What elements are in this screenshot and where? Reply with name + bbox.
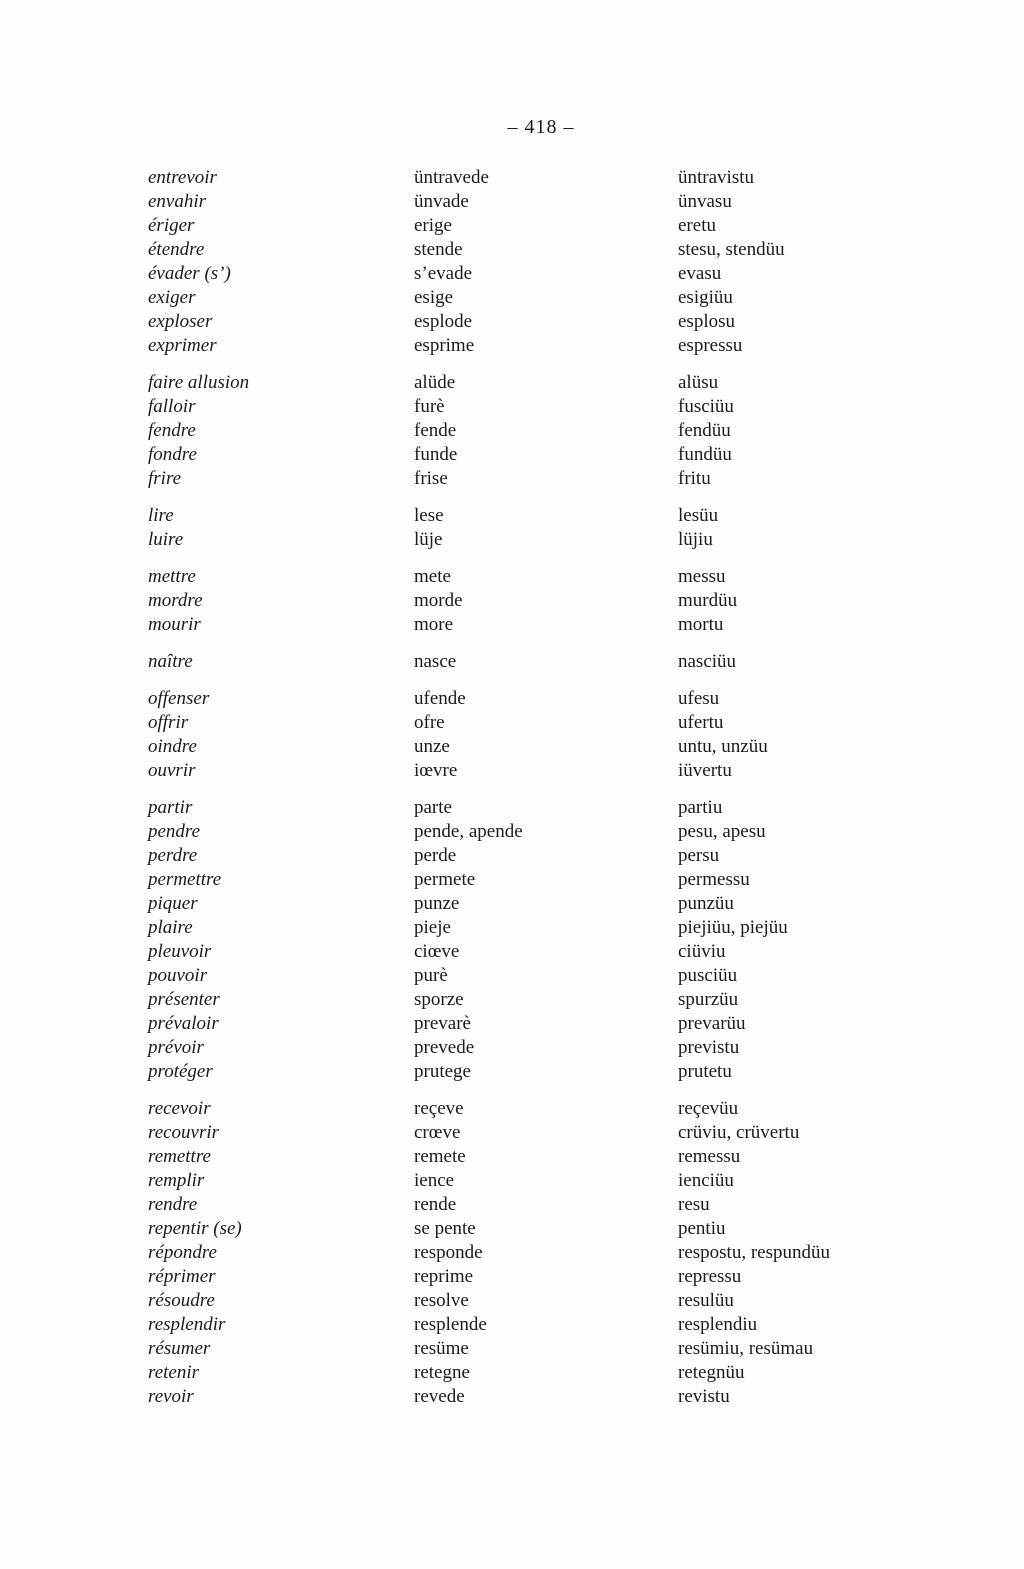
table-row	[148, 759, 978, 783]
present-form: crœve	[414, 1122, 461, 1143]
french-verb: exprimer	[148, 335, 217, 356]
table-row	[148, 504, 978, 528]
french-verb: réprimer	[148, 1266, 216, 1287]
participle-form: messu	[678, 566, 726, 587]
table-row	[148, 1012, 978, 1036]
participle-form: evasu	[678, 263, 722, 284]
table-row	[148, 238, 978, 262]
present-form: remete	[414, 1146, 466, 1167]
table-row	[148, 1265, 978, 1289]
table-row	[148, 650, 978, 674]
french-verb: recouvrir	[148, 1122, 220, 1143]
table-row	[148, 1313, 978, 1337]
participle-form: esigiüu	[678, 287, 733, 308]
verb-group	[148, 687, 978, 783]
page-number: – 418 –	[507, 116, 575, 138]
present-form: rende	[414, 1194, 457, 1215]
table-row	[148, 988, 978, 1012]
present-form: esplode	[414, 311, 473, 332]
present-form: nasce	[414, 651, 457, 672]
present-form: reprime	[414, 1266, 474, 1287]
verb-group	[148, 1097, 978, 1409]
french-verb: resplendir	[148, 1314, 226, 1335]
verb-table	[148, 166, 978, 1409]
table-row	[148, 166, 978, 190]
table-row	[148, 796, 978, 820]
table-row	[148, 262, 978, 286]
participle-form: ciüviu	[678, 941, 726, 962]
present-form: responde	[414, 1242, 483, 1263]
present-form: iœvre	[414, 760, 458, 781]
french-verb: falloir	[148, 396, 196, 417]
french-verb: naître	[148, 651, 193, 672]
table-row	[148, 1337, 978, 1361]
table-row	[148, 286, 978, 310]
participle-form: repressu	[678, 1266, 742, 1287]
participle-form: alüsu	[678, 372, 719, 393]
french-verb: luire	[148, 529, 184, 550]
table-row	[148, 613, 978, 637]
french-verb: repentir (se)	[148, 1218, 242, 1239]
french-verb: fendre	[148, 420, 196, 441]
table-row	[148, 565, 978, 589]
participle-form: permessu	[678, 869, 750, 890]
participle-form: ufesu	[678, 688, 720, 709]
table-row	[148, 916, 978, 940]
french-verb: revoir	[148, 1386, 194, 1407]
french-verb: rendre	[148, 1194, 198, 1215]
present-form: prutege	[414, 1061, 471, 1082]
present-form: esige	[414, 287, 454, 308]
french-verb: entrevoir	[148, 167, 217, 188]
table-row	[148, 1217, 978, 1241]
table-row	[148, 940, 978, 964]
french-verb: recevoir	[148, 1098, 211, 1119]
present-form: permete	[414, 869, 476, 890]
french-verb: résumer	[148, 1338, 211, 1359]
french-verb: perdre	[148, 845, 198, 866]
present-form: se pente	[414, 1218, 476, 1239]
table-row	[148, 964, 978, 988]
table-row	[148, 687, 978, 711]
table-row	[148, 1361, 978, 1385]
participle-form: respostu, respundüu	[678, 1242, 830, 1263]
table-row	[148, 190, 978, 214]
participle-form: resümiu, resümau	[678, 1338, 814, 1359]
present-form: ünvade	[414, 191, 469, 212]
present-form: prevarè	[414, 1013, 471, 1034]
french-verb: résoudre	[148, 1290, 215, 1311]
present-form: mete	[414, 566, 451, 587]
french-verb: protéger	[148, 1061, 213, 1082]
french-verb: évader (s’)	[148, 263, 231, 284]
french-verb: mordre	[148, 590, 203, 611]
french-verb: exiger	[148, 287, 196, 308]
present-form: ufende	[414, 688, 466, 709]
present-form: ience	[414, 1170, 455, 1191]
french-verb: répondre	[148, 1242, 217, 1263]
participle-form: üntravistu	[678, 167, 754, 188]
french-verb: ouvrir	[148, 760, 196, 781]
french-verb: mettre	[148, 566, 196, 587]
french-verb: ériger	[148, 215, 195, 236]
participle-form: eretu	[678, 215, 716, 236]
table-row	[148, 1121, 978, 1145]
present-form: perde	[414, 845, 457, 866]
table-row	[148, 1060, 978, 1084]
present-form: sporze	[414, 989, 464, 1010]
french-verb: fondre	[148, 444, 197, 465]
table-row	[148, 868, 978, 892]
verb-group	[148, 371, 978, 491]
participle-form: pusciüu	[678, 965, 738, 986]
participle-form: pentiu	[678, 1218, 726, 1239]
present-form: stende	[414, 239, 463, 260]
present-form: esprime	[414, 335, 475, 356]
participle-form: revistu	[678, 1386, 730, 1407]
participle-form: untu, unzüu	[678, 736, 768, 757]
participle-form: persu	[678, 845, 720, 866]
french-verb: pleuvoir	[148, 941, 212, 962]
table-row	[148, 1169, 978, 1193]
present-form: resplende	[414, 1314, 487, 1335]
french-verb: piquer	[148, 893, 198, 914]
participle-form: spurzüu	[678, 989, 739, 1010]
verb-group	[148, 650, 978, 674]
present-form: morde	[414, 590, 463, 611]
participle-form: iüvertu	[678, 760, 732, 781]
french-verb: plaire	[148, 917, 193, 938]
verb-group	[148, 166, 978, 358]
present-form: frise	[414, 468, 448, 489]
french-verb: envahir	[148, 191, 207, 212]
table-row	[148, 214, 978, 238]
present-form: üntravede	[414, 167, 489, 188]
french-verb: remplir	[148, 1170, 205, 1191]
present-form: furè	[414, 396, 445, 417]
present-form: parte	[414, 797, 452, 818]
french-verb: permettre	[148, 869, 222, 890]
present-form: prevede	[414, 1037, 475, 1058]
present-form: resüme	[414, 1338, 469, 1359]
french-verb: lire	[148, 505, 174, 526]
present-form: punze	[414, 893, 460, 914]
table-row	[148, 334, 978, 358]
participle-form: ünvasu	[678, 191, 732, 212]
participle-form: espressu	[678, 335, 743, 356]
french-verb: pouvoir	[148, 965, 208, 986]
table-row	[148, 371, 978, 395]
participle-form: murdüu	[678, 590, 738, 611]
table-row	[148, 711, 978, 735]
table-row	[148, 1145, 978, 1169]
participle-form: fusciüu	[678, 396, 734, 417]
participle-form: retegnüu	[678, 1362, 745, 1383]
present-form: erige	[414, 215, 452, 236]
present-form: purè	[414, 965, 448, 986]
participle-form: resplendiu	[678, 1314, 758, 1335]
present-form: fende	[414, 420, 457, 441]
participle-form: piejiüu, piejüu	[678, 917, 788, 938]
participle-form: reçevüu	[678, 1098, 739, 1119]
verb-group	[148, 796, 978, 1084]
participle-form: crüviu, crüvertu	[678, 1122, 800, 1143]
verb-group	[148, 504, 978, 552]
participle-form: resu	[678, 1194, 710, 1215]
participle-form: resulüu	[678, 1290, 734, 1311]
participle-form: nasciüu	[678, 651, 737, 672]
table-row	[148, 892, 978, 916]
table-row	[148, 528, 978, 552]
participle-form: previstu	[678, 1037, 740, 1058]
present-form: s’evade	[414, 263, 473, 284]
french-verb: partir	[148, 797, 193, 818]
french-verb: remettre	[148, 1146, 211, 1167]
table-row	[148, 1385, 978, 1409]
table-row	[148, 443, 978, 467]
french-verb: oindre	[148, 736, 197, 757]
present-form: lüje	[414, 529, 443, 550]
participle-form: prutetu	[678, 1061, 732, 1082]
table-row	[148, 395, 978, 419]
french-verb: frire	[148, 468, 182, 489]
verb-group	[148, 565, 978, 637]
participle-form: mortu	[678, 614, 724, 635]
participle-form: pesu, apesu	[678, 821, 766, 842]
french-verb: faire allusion	[148, 372, 250, 393]
participle-form: remessu	[678, 1146, 741, 1167]
present-form: alüde	[414, 372, 456, 393]
present-form: pieje	[414, 917, 451, 938]
present-form: retegne	[414, 1362, 470, 1383]
participle-form: ufertu	[678, 712, 724, 733]
table-row	[148, 1241, 978, 1265]
participle-form: stesu, stendüu	[678, 239, 785, 260]
table-row	[148, 735, 978, 759]
table-row	[148, 1097, 978, 1121]
table-row	[148, 310, 978, 334]
table-row	[148, 844, 978, 868]
table-row	[148, 589, 978, 613]
participle-form: punzüu	[678, 893, 734, 914]
present-form: ofre	[414, 712, 445, 733]
present-form: pende, apende	[414, 821, 523, 842]
french-verb: mourir	[148, 614, 201, 635]
participle-form: prevarüu	[678, 1013, 746, 1034]
present-form: reçeve	[414, 1098, 464, 1119]
participle-form: esplosu	[678, 311, 735, 332]
table-row	[148, 1289, 978, 1313]
present-form: unze	[414, 736, 450, 757]
french-verb: prévoir	[148, 1037, 204, 1058]
participle-form: ienciüu	[678, 1170, 734, 1191]
participle-form: lesüu	[678, 505, 719, 526]
present-form: resolve	[414, 1290, 469, 1311]
french-verb: retenir	[148, 1362, 200, 1383]
present-form: funde	[414, 444, 458, 465]
present-form: more	[414, 614, 454, 635]
participle-form: lüjiu	[678, 529, 713, 550]
table-row	[148, 467, 978, 491]
french-verb: exploser	[148, 311, 213, 332]
table-row	[148, 1036, 978, 1060]
table-row	[148, 419, 978, 443]
french-verb: étendre	[148, 239, 205, 260]
participle-form: fritu	[678, 468, 711, 489]
french-verb: offrir	[148, 712, 189, 733]
table-row	[148, 1193, 978, 1217]
french-verb: pendre	[148, 821, 201, 842]
present-form: lese	[414, 505, 444, 526]
participle-form: fendüu	[678, 420, 731, 441]
french-verb: offenser	[148, 688, 210, 709]
table-row	[148, 820, 978, 844]
french-verb: prévaloir	[148, 1013, 219, 1034]
participle-form: partiu	[678, 797, 723, 818]
participle-form: fundüu	[678, 444, 732, 465]
present-form: revede	[414, 1386, 465, 1407]
french-verb: présenter	[148, 989, 220, 1010]
present-form: ciœve	[414, 941, 460, 962]
